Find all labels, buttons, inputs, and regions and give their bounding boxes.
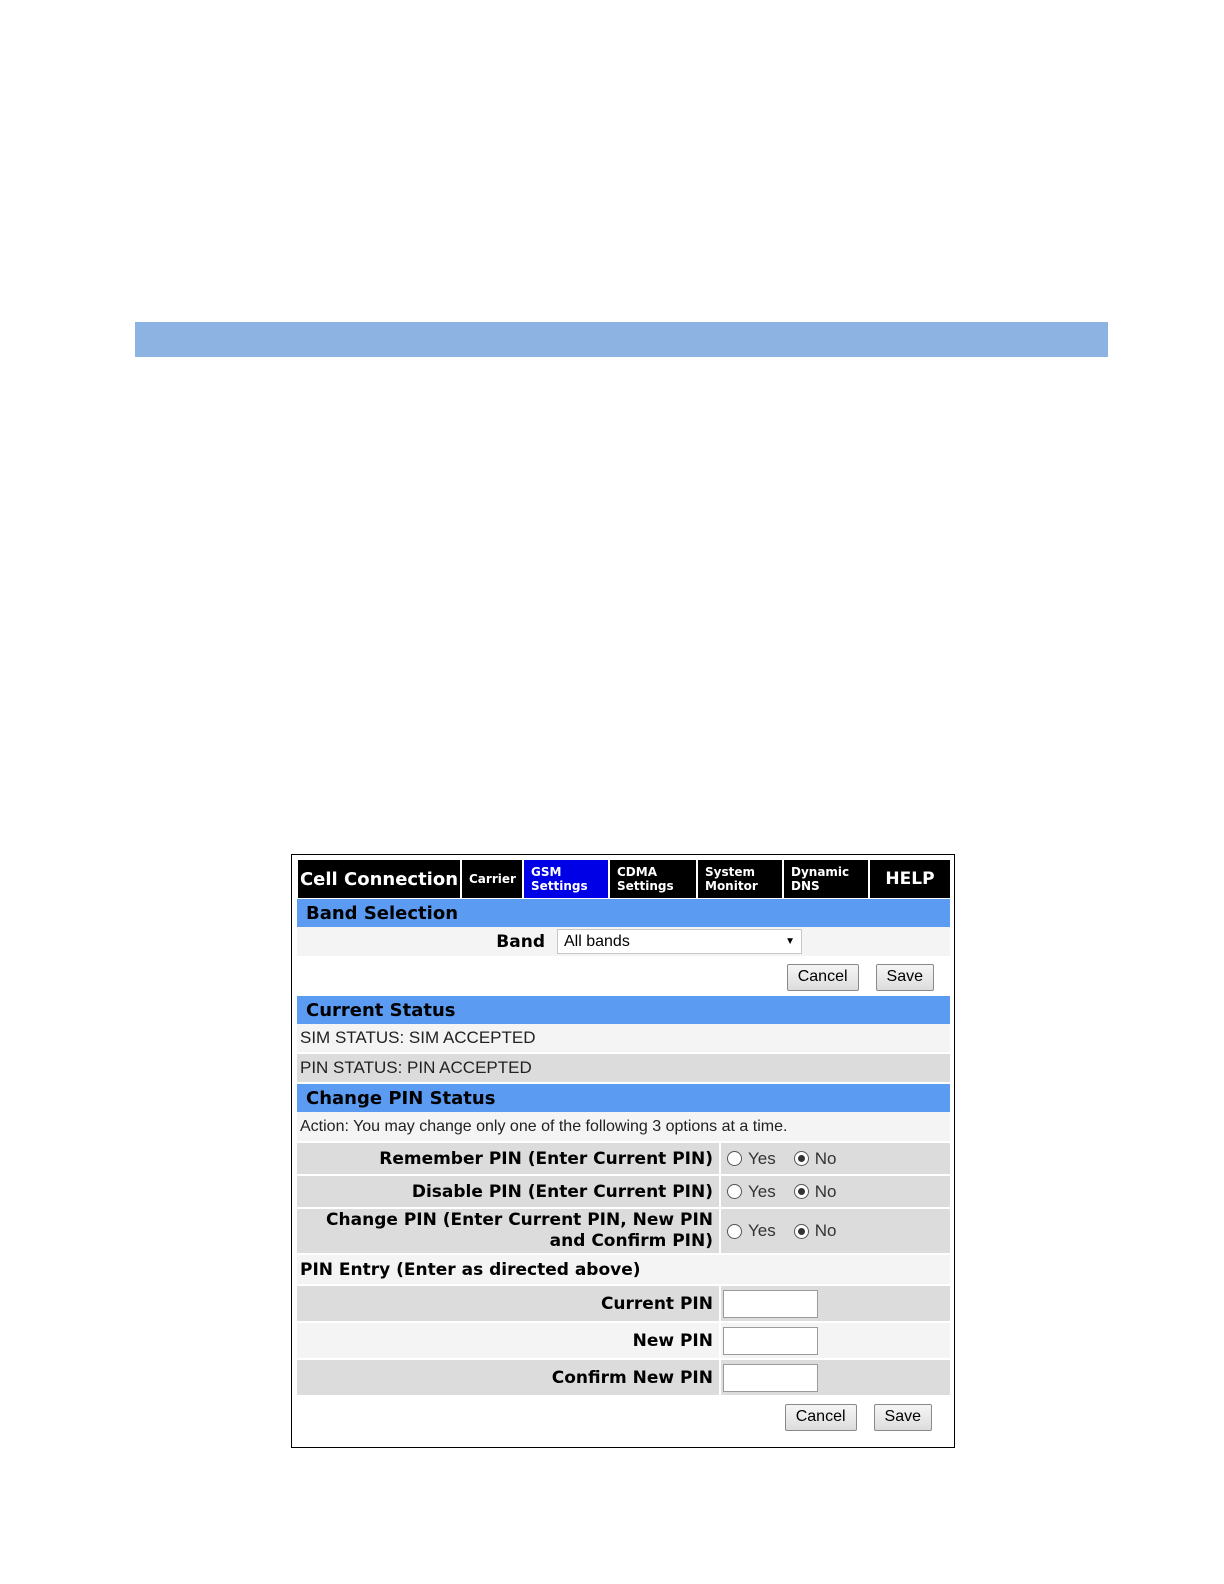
band-save-button[interactable]: Save xyxy=(876,964,934,991)
band-select-value: All bands xyxy=(564,932,630,950)
new-pin-label: New PIN xyxy=(297,1323,721,1358)
change-pin-label xyxy=(297,1209,721,1253)
yes-label: Yes xyxy=(748,1148,776,1168)
band-label: Band xyxy=(496,931,545,952)
confirm-pin-label: Confirm New PIN xyxy=(297,1360,721,1395)
main-content xyxy=(297,899,950,1437)
current-pin-input[interactable] xyxy=(723,1290,818,1318)
new-pin-cell xyxy=(721,1323,950,1358)
remember-pin-row xyxy=(297,1143,950,1176)
change-pin-label-line2: and Confirm PIN) xyxy=(549,1231,713,1251)
disable-pin-yes-radio[interactable] xyxy=(727,1184,742,1199)
no-label: No xyxy=(814,1221,837,1240)
page-banner xyxy=(135,322,1108,357)
current-status-heading: Current Status xyxy=(297,996,950,1024)
band-selection-heading: Band Selection xyxy=(297,899,950,927)
new-pin-input[interactable] xyxy=(723,1327,818,1355)
help-tab[interactable]: HELP xyxy=(870,860,950,898)
tab-gsm-settings[interactable] xyxy=(524,860,608,898)
tab-cdma-line2: Settings xyxy=(617,879,674,893)
tab-cdma-line1: CDMA xyxy=(617,865,657,879)
confirm-pin-cell xyxy=(721,1360,950,1395)
band-row xyxy=(297,927,950,958)
tab-gsm-line2: Settings xyxy=(531,879,588,893)
sim-status: SIM STATUS: SIM ACCEPTED xyxy=(300,1028,536,1047)
tab-system-monitor[interactable] xyxy=(698,860,782,898)
pin-save-button[interactable]: Save xyxy=(874,1404,932,1431)
action-text: Action: You may change only one of the following 3 options at a time. xyxy=(300,1117,788,1135)
pin-status: PIN STATUS: PIN ACCEPTED xyxy=(300,1058,532,1077)
remember-pin-no-radio[interactable] xyxy=(794,1151,809,1166)
current-pin-row xyxy=(297,1286,950,1323)
band-select[interactable] xyxy=(557,929,802,954)
action-row xyxy=(297,1112,950,1143)
change-pin-no-radio[interactable] xyxy=(794,1224,809,1239)
change-pin-options xyxy=(721,1209,950,1253)
no-label: No xyxy=(814,1181,837,1201)
pin-entry-row xyxy=(297,1255,950,1286)
tab-system-line2: Monitor xyxy=(705,879,758,893)
disable-pin-label: Disable PIN (Enter Current PIN) xyxy=(297,1176,721,1207)
pin-cancel-button[interactable]: Cancel xyxy=(785,1404,857,1431)
change-pin-row xyxy=(297,1209,950,1255)
app-title: Cell Connection xyxy=(298,860,460,898)
current-pin-cell xyxy=(721,1286,950,1321)
confirm-pin-input[interactable] xyxy=(723,1364,818,1392)
yes-label: Yes xyxy=(748,1221,776,1240)
tab-carrier-label: Carrier xyxy=(469,872,516,886)
remember-pin-options xyxy=(721,1143,950,1174)
tab-bar xyxy=(298,860,950,898)
current-pin-label: Current PIN xyxy=(297,1286,721,1321)
tab-system-line1: System xyxy=(705,865,755,879)
pin-actions xyxy=(297,1397,950,1437)
no-label: No xyxy=(814,1148,837,1168)
band-actions xyxy=(297,958,950,996)
tab-cdma-settings[interactable] xyxy=(610,860,696,898)
tab-gsm-line1: GSM xyxy=(531,865,562,879)
tab-dynamic-dns[interactable] xyxy=(784,860,868,898)
remember-pin-yes-radio[interactable] xyxy=(727,1151,742,1166)
disable-pin-options xyxy=(721,1176,950,1207)
tab-dns-line2: DNS xyxy=(791,879,820,893)
disable-pin-row xyxy=(297,1176,950,1209)
confirm-pin-row xyxy=(297,1360,950,1397)
new-pin-row xyxy=(297,1323,950,1360)
yes-label: Yes xyxy=(748,1181,776,1201)
pin-entry-heading: PIN Entry (Enter as directed above) xyxy=(300,1259,641,1280)
disable-pin-no-radio[interactable] xyxy=(794,1184,809,1199)
change-pin-label-line1: Change PIN (Enter Current PIN, New PIN xyxy=(326,1210,713,1230)
chevron-down-icon: ▼ xyxy=(785,936,795,947)
pin-status-row xyxy=(297,1054,950,1084)
sim-status-row xyxy=(297,1024,950,1054)
tab-dns-line1: Dynamic xyxy=(791,865,850,879)
tab-carrier[interactable] xyxy=(462,860,522,898)
remember-pin-label: Remember PIN (Enter Current PIN) xyxy=(297,1143,721,1174)
change-pin-yes-radio[interactable] xyxy=(727,1224,742,1239)
band-value-cell xyxy=(551,927,950,956)
screenshot-frame xyxy=(291,854,955,1448)
change-pin-heading: Change PIN Status xyxy=(297,1084,950,1112)
band-cancel-button[interactable]: Cancel xyxy=(787,964,859,991)
